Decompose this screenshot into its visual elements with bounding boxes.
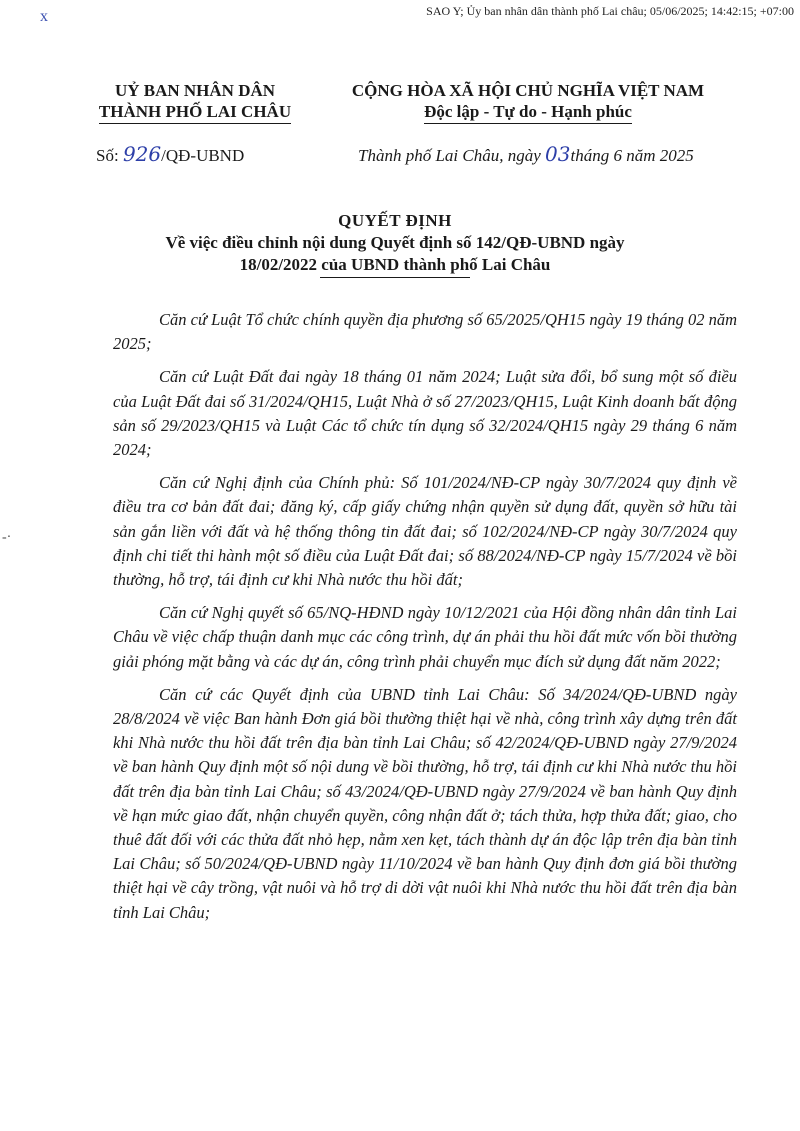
paragraph: Căn cứ Nghị quyết số 65/NQ-HĐND ngày 10/12/2021 của Hội đồng nhân dân tỉnh Lai Châu về việc chấp thuận danh mục các công trình, dự án phải thu hồi đất mức vốn bồi thường giải phóng mặt bằng và các dự án, công trình phải chuyển mục đích sử dụng đất năm 2022; xyxy=(113,603,737,671)
decision-title xyxy=(110,210,680,278)
paragraph: Căn cứ Luật Tổ chức chính quyền địa phương số 65/2025/QH15 ngày 19 tháng 02 năm 2025; xyxy=(113,310,737,354)
paragraph: Căn cứ các Quyết định của UBND tỉnh Lai Châu: Số 34/2024/QĐ-UBND ngày 28/8/2024 về việc Ban hành Đơn giá bồi thường thiệt hại về nhà, công trình xây dựng trên đất khi Nhà nước thu hồi đất trên địa bàn tỉnh Lai Châu; số 42/2024/QĐ-UBND ngày 27/9/2024 về ban hành Quy định một số nội dung về bồi thường, hỗ trợ, tái định cư khi Nhà nước thu hồi đất trên địa bàn tỉnh Lai Châu; số 43/2024/QĐ-UBND ngày 27/9/2024 về ban hành Quy định về hạn mức giao đất, nhận chuyển quyền, công nhận đất ở; tách thửa, hợp thửa đất; giao, cho thuê đất đối với các thửa đất nhỏ hẹp, nằm xen kẹt, tách thành dự án độc lập trên địa bàn tỉnh Lai Châu; số 50/2024/QĐ-UBND ngày 11/10/2024 về ban hành Quy định đơn giá bồi thường thiệt hại về cây trồng, vật nuôi và hỗ trợ di dời vật nuôi khi Nhà nước thu hồi đất trên địa bàn tỉnh Lai Châu; xyxy=(113,684,737,922)
title-main: QUYẾT ĐỊNH xyxy=(338,211,452,230)
document-body xyxy=(113,308,737,934)
motto: Độc lập - Tự do - Hạnh phúc xyxy=(424,101,632,124)
title-line-1: Về việc điều chỉnh nội dung Quyết định số 142/QĐ-UBND ngày xyxy=(165,233,625,252)
number-suffix: /QĐ-UBND xyxy=(161,146,245,165)
date-suffix: tháng 6 năm 2025 xyxy=(570,146,694,165)
handwritten-number: 926 xyxy=(122,142,162,166)
country-name: CỘNG HÒA XÃ HỘI CHỦ NGHĨA VIỆT NAM xyxy=(351,81,705,100)
title-line-2: 18/02/2022 của UBND thành phố Lai Châu xyxy=(239,255,551,274)
handwritten-day: 03 xyxy=(545,142,571,166)
document-number xyxy=(96,142,244,166)
number-prefix: Số: xyxy=(96,146,119,165)
digital-copy-stamp: SAO Y; Ủy ban nhân dân thành phố Lai châu; 05/06/2025; 14:42:15; +07:00 xyxy=(426,4,794,18)
margin-mark: x xyxy=(40,8,48,25)
issue-date xyxy=(358,142,694,166)
authority-line-1: UỶ BAN NHÂN DÂN xyxy=(114,81,276,100)
paragraph: Căn cứ Luật Đất đai ngày 18 tháng 01 năm 2024; Luật sửa đổi, bổ sung một số điều của Luật Đất đai số 31/2024/QH15, Luật Nhà ở số 27/2023/QH15, Luật Kinh doanh bất động sản số 29/2023/QH15 và Luật Các tổ chức tín dụng số 32/2024/QH15 ngày 29 tháng 6 năm 2024; xyxy=(113,367,737,460)
margin-dash: -· xyxy=(2,530,12,545)
title-underline xyxy=(320,277,470,278)
issuing-authority xyxy=(80,80,310,124)
national-motto xyxy=(318,80,738,124)
paragraph: Căn cứ Nghị định của Chính phủ: Số 101/2024/NĐ-CP ngày 30/7/2024 quy định về điều tra cơ bản đất đai; đăng ký, cấp giấy chứng nhận quyền sử dụng đất, quyền sở hữu tài sản gắn liền với đất và hệ thống thông tin đất đai; số 102/2024/NĐ-CP ngày 30/7/2024 quy định chi tiết thi hành một số điều của Luật Đất đai; số 88/2024/NĐ-CP ngày 15/7/2024 về bồi thường, hỗ trợ, tái định cư khi Nhà nước thu hồi đất; xyxy=(113,473,737,590)
date-prefix: Thành phố Lai Châu, ngày xyxy=(358,146,541,165)
authority-line-2: THÀNH PHỐ LAI CHÂU xyxy=(99,101,291,124)
